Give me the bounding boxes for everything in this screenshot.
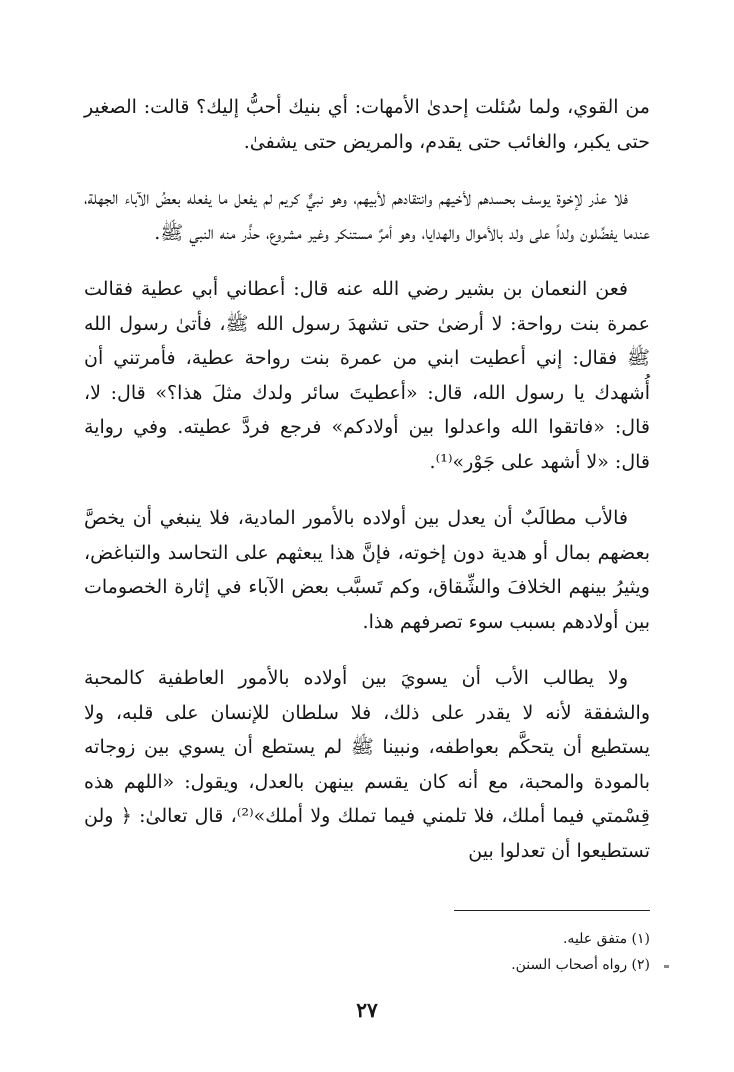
paragraph-1: من القوي، ولما سُئلت إحدىٰ الأمهات: أي بنيك أحبُّ إليك؟ قالت: الصغير حتى يكبر، والغائب حتى يقدم، والمريض حتى يشفىٰ.	[84, 96, 650, 153]
paragraph-4: فالأب مطالَبٌ أن يعدل بين أولاده بالأمور المادية، فلا ينبغي أن يخصَّ بعضهم بمال أو هدية دون إخوته، فإنَّ هذا يبعثهم على التحاسد والتباغض، ويثيرُ بينهم الخلافَ والشِّقاق، وكم تَسبَّب بعض الآباء في إثارة الخصومات بين أولادهم بسبب سوء تصرفهم هذا.	[84, 507, 650, 633]
footnotes	[84, 926, 650, 978]
footnote-2: (٢) رواه أصحاب السنن.	[511, 957, 650, 973]
paragraph-3: فعن النعمان بن بشير رضي الله عنه قال: أعطاني أبي عطية فقالت عمرة بنت رواحة: لا أرضىٰ حتى تشهدَ رسول الله ﷺ، فأتىٰ رسول الله ﷺ فقال: إني أعطيت ابني من عمرة بنت رواحة عطية، فأمرتني أن أُشهدك يا رسول الله، قال: «أعطيتَ سائر ولدك مثلَ هذا؟» قال: لا، قال: «فاتقوا الله واعدلوا بين أولادكم» فرجع فردَّ عطيته. وفي رواية قال: «لا أشهد على جَوْر»⁽¹⁾.	[84, 278, 650, 473]
page-number: ٢٧	[356, 998, 378, 1022]
book-page	[84, 90, 650, 1072]
paragraph-2: فلا عذر لإخوة يوسف بحسدهم لأخيهم وانتقادهم لأبيهم، وهو نبيٌّ كريم لم يفعل ما يفعله بعضُ الآباء الجهلة، عندما يفضِّلون ولداً على ولد بالأموال والهدايا، وهو أمرٌ مستنكر وغير مشروع، حذَّر منه النبي ﷺ.	[84, 187, 650, 244]
scan-speck	[664, 965, 669, 968]
paragraph-5: ولا يطالب الأب أن يسويَ بين أولاده بالأمور العاطفية كالمحبة والشفقة لأنه لا يقدر على ذلك، فلا سلطان للإنسان على قلبه، ولا يستطيع أن يتحكَّم بعواطفه، ونبينا ﷺ لم يستطع أن يسوي بين زوجاته بالمودة والمحبة، مع أنه كان يقسم بينهن بالعدل، ويقول: «اللهم هذه قِسْمتي فيما أملك، فلا تلمني فيما تملك ولا أملك»⁽²⁾، قال تعالىٰ: ﴿ ولن تستطيعوا أن تعدلوا بين	[84, 667, 650, 862]
footnote-1: (١) متفق عليه.	[562, 931, 650, 947]
footnote-divider	[454, 910, 650, 911]
